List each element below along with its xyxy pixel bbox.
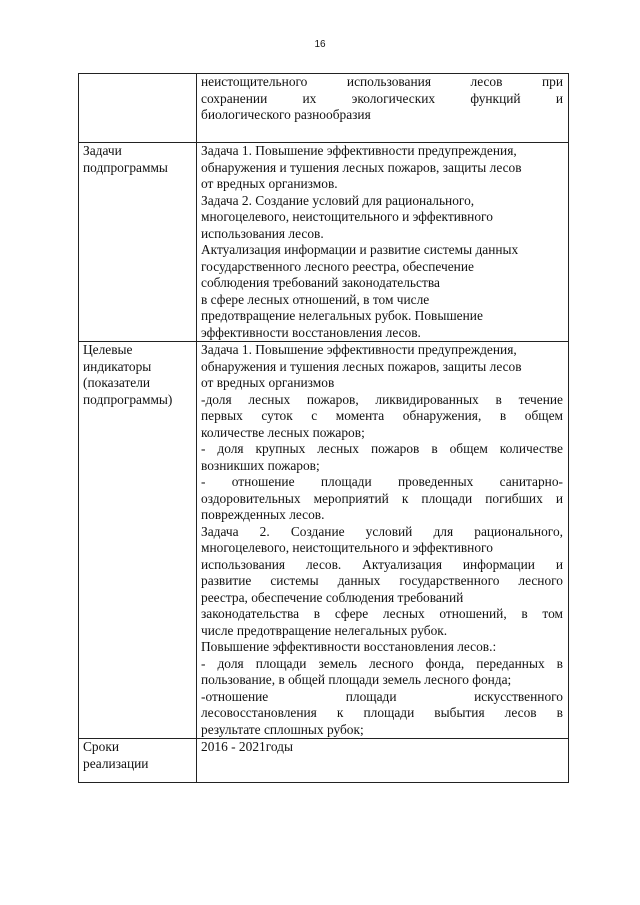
- content-line: развитие системы данных государственного лесного: [201, 573, 563, 588]
- row-label-cell: [79, 739, 197, 783]
- content-line: Повышение эффективности восстановления лесов.:: [201, 639, 497, 654]
- content-line: лесовосстановления к площади выбытия лесов в: [201, 705, 563, 720]
- content-line: - доля крупных лесных пожаров в общем количестве: [201, 441, 563, 456]
- content-line: в сфере лесных отношений, в том числе: [201, 291, 430, 307]
- row-label-cell: [79, 143, 197, 342]
- content-line: Задача 2. Создание условий для рационального,: [201, 192, 475, 208]
- content-line: оздоровительных мероприятий к площади погибших и: [201, 490, 563, 506]
- subprogram-passport-table: [78, 73, 569, 783]
- row-label-line: подпрограммы: [83, 159, 168, 175]
- row-label-line: индикаторы: [83, 358, 152, 374]
- content-line: многоцелевого, неистощительного и эффективного: [201, 540, 493, 555]
- row-label-cell: [79, 342, 197, 739]
- table-row: [79, 739, 569, 783]
- table-row: [79, 143, 569, 342]
- content-line: - отношение площади проведенных санитарно-: [201, 474, 563, 489]
- table-body: [79, 74, 569, 783]
- content-line: пользование, в общей площади земель лесного фонда;: [201, 672, 512, 687]
- row-content-cell: [197, 74, 569, 143]
- content-line: биологического разнообразия: [201, 107, 371, 122]
- content-line: - доля площади земель лесного фонда, переданных в: [201, 655, 563, 671]
- content-line: сохранении их экологических функций и: [201, 90, 563, 106]
- content-line: использования лесов. Актуализация информации и: [201, 556, 563, 572]
- content-line: эффективности восстановления лесов.: [201, 324, 421, 340]
- content-line: -отношение площади искусственного: [201, 688, 563, 704]
- content-line: Задача 1. Повышение эффективности предупреждения,: [201, 342, 517, 357]
- row-label-line: подпрограммы): [83, 391, 173, 407]
- content-line: -доля лесных пожаров, ликвидированных в течение: [201, 391, 563, 407]
- content-line: предотвращение нелегальных рубок. Повышение: [201, 308, 483, 323]
- content-line: от вредных организмов.: [201, 176, 338, 191]
- row-content-cell: [197, 739, 569, 783]
- content-line: реестра, обеспечение соблюдения требований: [201, 589, 464, 605]
- content-line: многоцелевого, неистощительного и эффективного: [201, 209, 493, 224]
- content-line: количестве лесных пожаров;: [201, 424, 365, 440]
- table-row: [79, 342, 569, 739]
- row-label-cell: [79, 74, 197, 143]
- content-line: Задача 1. Повышение эффективности предупреждения,: [201, 143, 517, 158]
- content-line: от вредных организмов: [201, 375, 335, 390]
- content-line: 2016 - 2021годы: [201, 739, 293, 754]
- content-line: первых суток с момента обнаружения, в общем: [201, 408, 563, 423]
- content-line: результате сплошных рубок;: [201, 721, 364, 737]
- row-label-line: реализации: [83, 755, 149, 771]
- content-line: государственного лесного реестра, обеспечение: [201, 258, 474, 274]
- content-line: обнаружения и тушения лесных пожаров, защиты лесов: [201, 358, 522, 374]
- row-content-cell: [197, 143, 569, 342]
- content-line: соблюдения требований законодательства: [201, 275, 440, 290]
- content-line: Актуализация информации и развитие системы данных: [201, 242, 519, 257]
- content-line: неистощительного использования лесов при: [201, 74, 563, 89]
- content-line: обнаружения и тушения лесных пожаров, защиты лесов: [201, 159, 522, 175]
- content-line: Задача 2. Создание условий для рационального,: [201, 523, 563, 539]
- row-label-line: (показатели: [83, 375, 151, 390]
- content-line: использования лесов.: [201, 225, 324, 241]
- content-line: поврежденных лесов.: [201, 507, 325, 522]
- row-label-line: Задачи: [83, 143, 122, 158]
- content-line: числе предотвращение нелегальных рубок.: [201, 622, 448, 638]
- page-number: 16: [314, 39, 326, 50]
- content-line: законодательства в сфере лесных отношений, в том: [201, 606, 563, 621]
- row-content-cell: [197, 342, 569, 739]
- row-label-line: Сроки: [83, 739, 119, 754]
- content-line: возникших пожаров;: [201, 457, 320, 473]
- row-label-line: Целевые: [83, 342, 133, 357]
- table-row: [79, 74, 569, 143]
